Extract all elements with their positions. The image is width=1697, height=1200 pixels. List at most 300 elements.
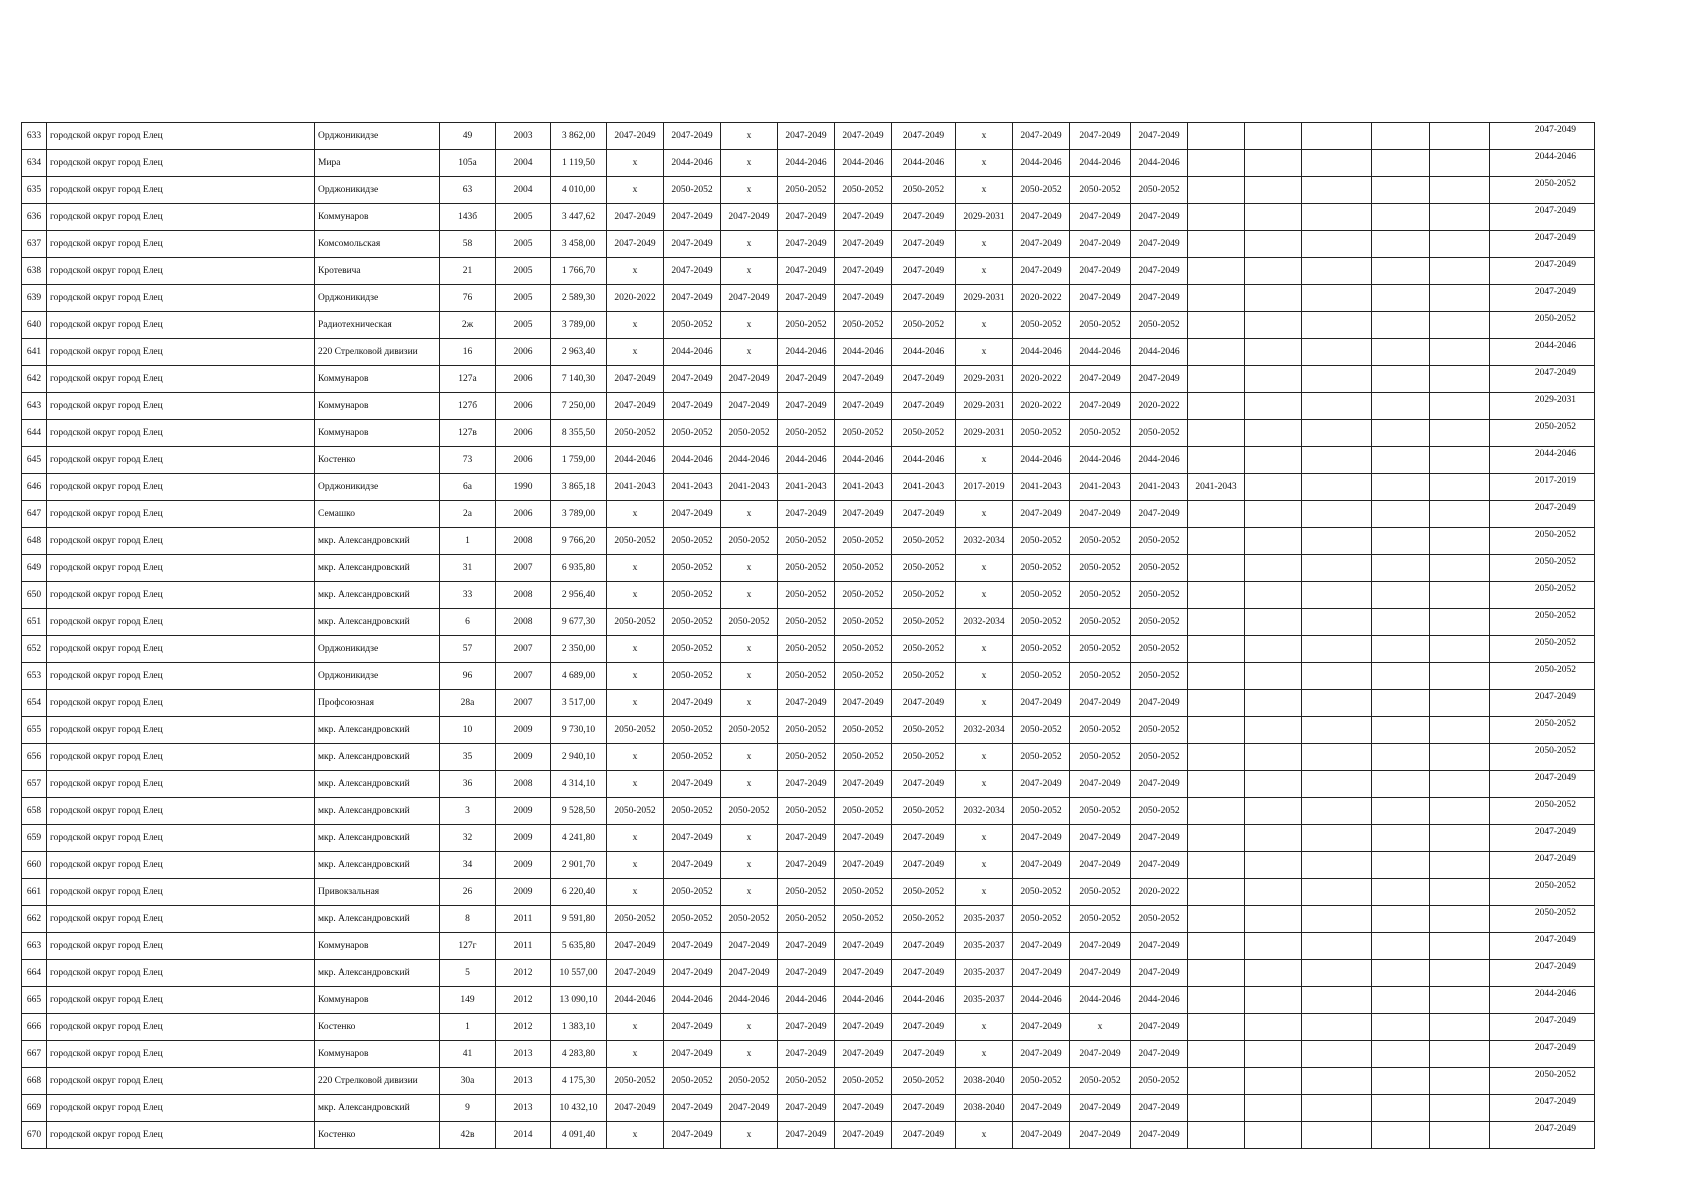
table-cell: 2047-2049 — [607, 933, 664, 960]
table-row — [22, 1014, 1595, 1041]
table-cell: городской округ город Елец — [47, 501, 315, 528]
table-cell: 2047-2049 — [721, 285, 778, 312]
table-cell: 652 — [22, 636, 47, 663]
table-cell: 2050-2052 — [1131, 663, 1188, 690]
table-cell: 2050-2052 — [1070, 879, 1131, 906]
table-cell: x — [607, 312, 664, 339]
table-cell: 2047-2049 — [721, 393, 778, 420]
table-cell: Костенко — [315, 1122, 440, 1149]
table-cell: 2044-2046 — [1070, 447, 1131, 474]
table-cell: 2050-2052 — [1131, 582, 1188, 609]
table-cell — [1372, 771, 1430, 798]
table-cell — [1245, 231, 1302, 258]
table-cell: 220 Стрелковой дивизии — [315, 339, 440, 366]
table-cell: 2050-2052 — [1070, 906, 1131, 933]
table-cell: 2050-2052 — [607, 528, 664, 555]
table-cell — [1430, 393, 1490, 420]
table-cell: 2047-2049 — [892, 690, 956, 717]
table-cell: Привокзальная — [315, 879, 440, 906]
table-cell: 2047-2049 — [1131, 690, 1188, 717]
table-cell: 7 250,00 — [551, 393, 607, 420]
table-cell — [1188, 1068, 1245, 1095]
table-cell: 2050-2052 — [892, 312, 956, 339]
table-cell: мкр. Александровский — [315, 825, 440, 852]
table-cell: 2050-2052 — [778, 177, 835, 204]
table-cell — [1372, 798, 1430, 825]
table-row — [22, 717, 1595, 744]
table-cell: 2044-2046 — [1131, 447, 1188, 474]
table-cell: 2013 — [496, 1095, 551, 1122]
table-cell: 2005 — [496, 258, 551, 285]
table-cell: 2050-2052 — [1013, 879, 1070, 906]
table-cell: 2047-2049 — [1013, 933, 1070, 960]
table-cell — [1372, 879, 1430, 906]
table-cell: 3 789,00 — [551, 501, 607, 528]
table-cell: 644 — [22, 420, 47, 447]
table-cell: 2047-2049 — [778, 771, 835, 798]
table-cell — [1188, 663, 1245, 690]
table-cell: 2047-2049 — [664, 231, 721, 258]
table-cell — [1245, 717, 1302, 744]
table-cell — [1245, 852, 1302, 879]
table-cell: 2044-2046 — [664, 339, 721, 366]
table-cell — [1245, 339, 1302, 366]
table-cell — [1430, 420, 1490, 447]
table-cell: 2050-2052 — [1490, 798, 1595, 825]
table-row — [22, 771, 1595, 798]
table-cell: Костенко — [315, 1014, 440, 1041]
table-cell: мкр. Александровский — [315, 852, 440, 879]
table-row — [22, 852, 1595, 879]
table-cell: 2 956,40 — [551, 582, 607, 609]
table-cell: 2050-2052 — [1070, 555, 1131, 582]
table-row — [22, 663, 1595, 690]
table-cell: 4 314,10 — [551, 771, 607, 798]
table-cell: 1 759,00 — [551, 447, 607, 474]
table-cell: 2047-2049 — [778, 501, 835, 528]
table-cell: 10 — [440, 717, 496, 744]
table-cell: 634 — [22, 150, 47, 177]
table-cell: 2044-2046 — [721, 987, 778, 1014]
table-cell — [1245, 366, 1302, 393]
table-cell: 73 — [440, 447, 496, 474]
table-cell: 2047-2049 — [835, 960, 892, 987]
table-cell — [1188, 906, 1245, 933]
table-cell: 2044-2046 — [1070, 150, 1131, 177]
table-cell: 2047-2049 — [1070, 690, 1131, 717]
table-cell: 2029-2031 — [956, 393, 1013, 420]
table-cell — [1302, 1095, 1372, 1122]
table-cell: x — [607, 555, 664, 582]
table-cell: 2020-2022 — [1131, 393, 1188, 420]
table-cell: x — [721, 663, 778, 690]
table-cell: x — [956, 150, 1013, 177]
table-cell: x — [607, 825, 664, 852]
table-cell — [1302, 150, 1372, 177]
table-cell: x — [721, 636, 778, 663]
table-cell: Коммунаров — [315, 1041, 440, 1068]
table-cell: городской округ город Елец — [47, 339, 315, 366]
table-cell — [1430, 447, 1490, 474]
table-cell: x — [607, 663, 664, 690]
table-cell — [1302, 555, 1372, 582]
table-cell — [1372, 231, 1430, 258]
table-cell: 2047-2049 — [1131, 285, 1188, 312]
table-cell: 637 — [22, 231, 47, 258]
table-cell — [1245, 582, 1302, 609]
table-cell: 2047-2049 — [607, 393, 664, 420]
table-cell: 2050-2052 — [1490, 663, 1595, 690]
table-cell: 2003 — [496, 123, 551, 150]
table-cell: 2050-2052 — [664, 528, 721, 555]
table-cell — [1245, 1041, 1302, 1068]
table-cell: 2007 — [496, 636, 551, 663]
table-cell — [1430, 312, 1490, 339]
table-cell — [1302, 339, 1372, 366]
table-cell: городской округ город Елец — [47, 1041, 315, 1068]
table-cell — [1372, 555, 1430, 582]
table-cell: 2050-2052 — [892, 177, 956, 204]
table-cell: городской округ город Елец — [47, 177, 315, 204]
table-cell: 660 — [22, 852, 47, 879]
table-cell: городской округ город Елец — [47, 906, 315, 933]
table-cell — [1372, 960, 1430, 987]
table-cell: городской округ город Елец — [47, 312, 315, 339]
table-cell: 2004 — [496, 177, 551, 204]
table-cell: x — [1070, 1014, 1131, 1041]
table-cell: 2044-2046 — [1490, 987, 1595, 1014]
table-cell: 2041-2043 — [1070, 474, 1131, 501]
table-cell: 2047-2049 — [1490, 123, 1595, 150]
table-cell: 2047-2049 — [1131, 1014, 1188, 1041]
table-cell: 664 — [22, 960, 47, 987]
table-cell: 2047-2049 — [1131, 1041, 1188, 1068]
table-row — [22, 906, 1595, 933]
table-cell: 2050-2052 — [1070, 1068, 1131, 1095]
table-cell: 2044-2046 — [1013, 339, 1070, 366]
table-cell — [1245, 150, 1302, 177]
table-cell: 2047-2049 — [778, 231, 835, 258]
table-cell: мкр. Александровский — [315, 609, 440, 636]
table-cell: x — [721, 582, 778, 609]
table-cell: 2050-2052 — [1131, 906, 1188, 933]
table-cell: 2050-2052 — [835, 555, 892, 582]
table-cell: 2047-2049 — [721, 1095, 778, 1122]
table-cell: 2047-2049 — [1490, 366, 1595, 393]
table-row — [22, 825, 1595, 852]
table-cell: 2050-2052 — [835, 609, 892, 636]
table-cell: x — [956, 447, 1013, 474]
table-cell — [1372, 366, 1430, 393]
table-cell: 2050-2052 — [835, 582, 892, 609]
table-cell: городской округ город Елец — [47, 960, 315, 987]
table-cell: x — [721, 231, 778, 258]
table-cell — [1372, 987, 1430, 1014]
table-cell: 8 355,50 — [551, 420, 607, 447]
table-cell: x — [956, 339, 1013, 366]
table-cell: 35 — [440, 744, 496, 771]
table-cell: 2050-2052 — [607, 420, 664, 447]
table-cell — [1302, 1014, 1372, 1041]
table-cell: 2047-2049 — [778, 1041, 835, 1068]
table-cell: городской округ город Елец — [47, 717, 315, 744]
table-cell: 2050-2052 — [664, 555, 721, 582]
table-cell: 2050-2052 — [721, 717, 778, 744]
table-cell: Костенко — [315, 447, 440, 474]
table-cell: 2047-2049 — [1070, 366, 1131, 393]
table-cell: 13 090,10 — [551, 987, 607, 1014]
table-cell: 662 — [22, 906, 47, 933]
table-cell — [1372, 150, 1430, 177]
table-cell: 2007 — [496, 690, 551, 717]
table-cell: 6 220,40 — [551, 879, 607, 906]
table-cell — [1245, 285, 1302, 312]
table-cell: 647 — [22, 501, 47, 528]
table-row — [22, 150, 1595, 177]
table-cell: 2050-2052 — [664, 879, 721, 906]
table-cell — [1245, 663, 1302, 690]
table-cell: 57 — [440, 636, 496, 663]
table-cell: 2050-2052 — [1070, 312, 1131, 339]
table-cell — [1302, 420, 1372, 447]
table-cell — [1372, 312, 1430, 339]
table-cell: x — [721, 852, 778, 879]
table-row — [22, 987, 1595, 1014]
table-cell: 2020-2022 — [1013, 366, 1070, 393]
table-cell: 661 — [22, 879, 47, 906]
table-cell: 2047-2049 — [892, 1122, 956, 1149]
table-cell: 640 — [22, 312, 47, 339]
table-cell: 2047-2049 — [835, 1014, 892, 1041]
table-cell: 2047-2049 — [1490, 933, 1595, 960]
table-cell — [1245, 879, 1302, 906]
table-cell: 2047-2049 — [664, 1041, 721, 1068]
table-cell: городской округ город Елец — [47, 258, 315, 285]
table-cell: 2047-2049 — [721, 204, 778, 231]
table-cell: 2050-2052 — [1013, 744, 1070, 771]
table-cell: 2047-2049 — [1013, 231, 1070, 258]
table-cell: 2047-2049 — [1490, 204, 1595, 231]
table-cell: 2047-2049 — [835, 501, 892, 528]
table-cell: 2047-2049 — [835, 231, 892, 258]
table-cell: 2050-2052 — [607, 1068, 664, 1095]
table-cell: 2050-2052 — [892, 636, 956, 663]
table-cell: 2050-2052 — [664, 906, 721, 933]
table-cell: 2050-2052 — [1013, 798, 1070, 825]
table-cell: 2044-2046 — [778, 339, 835, 366]
table-cell: Семашко — [315, 501, 440, 528]
table-cell: 2044-2046 — [1070, 987, 1131, 1014]
table-cell: 2050-2052 — [664, 609, 721, 636]
table-cell — [1188, 312, 1245, 339]
table-cell: 2047-2049 — [1070, 1122, 1131, 1149]
table-cell: Комсомольская — [315, 231, 440, 258]
table-cell: x — [956, 663, 1013, 690]
table-cell: Коммунаров — [315, 204, 440, 231]
table-cell: 2006 — [496, 420, 551, 447]
table-cell: городской округ город Елец — [47, 420, 315, 447]
table-cell: 1 383,10 — [551, 1014, 607, 1041]
table-cell: 2044-2046 — [835, 447, 892, 474]
table-cell: городской округ город Елец — [47, 123, 315, 150]
table-cell — [1430, 1041, 1490, 1068]
table-cell: 2047-2049 — [1013, 825, 1070, 852]
table-cell: 4 175,30 — [551, 1068, 607, 1095]
table-cell: 2044-2046 — [607, 447, 664, 474]
table-cell — [1372, 1068, 1430, 1095]
table-cell: 2050-2052 — [1490, 1068, 1595, 1095]
table-cell: 2050-2052 — [778, 717, 835, 744]
table-cell: 4 010,00 — [551, 177, 607, 204]
table-cell: 2050-2052 — [1013, 1068, 1070, 1095]
table-cell — [1302, 717, 1372, 744]
table-cell: Орджоникидзе — [315, 636, 440, 663]
table-cell: 2050-2052 — [664, 663, 721, 690]
table-cell: 3 789,00 — [551, 312, 607, 339]
table-cell: Радиотехническая — [315, 312, 440, 339]
table-cell: 6 935,80 — [551, 555, 607, 582]
table-cell: 2047-2049 — [835, 933, 892, 960]
table-cell — [1245, 555, 1302, 582]
table-cell: 42в — [440, 1122, 496, 1149]
table-cell: 2047-2049 — [1131, 933, 1188, 960]
table-cell: Коммунаров — [315, 366, 440, 393]
table-cell: 2 940,10 — [551, 744, 607, 771]
table-cell: 2041-2043 — [778, 474, 835, 501]
table-cell — [1302, 204, 1372, 231]
table-cell: городской округ город Елец — [47, 987, 315, 1014]
table-cell — [1372, 528, 1430, 555]
table-cell: 9 730,10 — [551, 717, 607, 744]
table-cell: x — [721, 123, 778, 150]
table-cell: 2009 — [496, 717, 551, 744]
table-cell: 2047-2049 — [1490, 771, 1595, 798]
table-cell: 2047-2049 — [664, 123, 721, 150]
table-cell: x — [956, 501, 1013, 528]
table-cell: 2050-2052 — [1013, 663, 1070, 690]
table-cell — [1188, 258, 1245, 285]
table-cell: x — [607, 852, 664, 879]
table-cell: 2050-2052 — [1490, 906, 1595, 933]
table-cell — [1430, 960, 1490, 987]
table-cell — [1372, 339, 1430, 366]
table-cell: 2006 — [496, 501, 551, 528]
table-cell: 2006 — [496, 393, 551, 420]
table-cell — [1245, 1095, 1302, 1122]
table-cell: городской округ город Елец — [47, 879, 315, 906]
table-cell: 4 241,80 — [551, 825, 607, 852]
table-cell: 2050-2052 — [835, 663, 892, 690]
table-cell — [1372, 177, 1430, 204]
table-cell — [1245, 1068, 1302, 1095]
table-cell: 1 766,70 — [551, 258, 607, 285]
table-cell: x — [607, 339, 664, 366]
table-cell: 2041-2043 — [607, 474, 664, 501]
table-cell — [1188, 1122, 1245, 1149]
table-cell: 2050-2052 — [778, 906, 835, 933]
table-cell: городской округ город Елец — [47, 690, 315, 717]
table-cell: городской округ город Елец — [47, 582, 315, 609]
table-cell: x — [956, 231, 1013, 258]
table-cell: 2044-2046 — [664, 150, 721, 177]
table-cell: 2029-2031 — [956, 366, 1013, 393]
table-cell — [1188, 636, 1245, 663]
table-row — [22, 258, 1595, 285]
table-cell: 2047-2049 — [778, 852, 835, 879]
table-cell: 16 — [440, 339, 496, 366]
table-cell — [1430, 906, 1490, 933]
table-cell — [1245, 474, 1302, 501]
table-cell: x — [721, 690, 778, 717]
table-cell: 2044-2046 — [1013, 987, 1070, 1014]
table-cell: 643 — [22, 393, 47, 420]
table-cell: 2050-2052 — [1013, 177, 1070, 204]
table-cell — [1430, 798, 1490, 825]
table-cell: Коммунаров — [315, 420, 440, 447]
table-cell: мкр. Александровский — [315, 798, 440, 825]
table-cell — [1188, 1095, 1245, 1122]
table-cell — [1188, 852, 1245, 879]
table-cell — [1188, 825, 1245, 852]
table-cell: городской округ город Елец — [47, 1014, 315, 1041]
table-cell: 2047-2049 — [1070, 231, 1131, 258]
table-cell: x — [721, 825, 778, 852]
table-cell: 5 — [440, 960, 496, 987]
table-cell: 2050-2052 — [835, 420, 892, 447]
table-cell: 2050-2052 — [721, 609, 778, 636]
table-cell — [1188, 204, 1245, 231]
table-cell: 2047-2049 — [1131, 1122, 1188, 1149]
table-cell: 2047-2049 — [778, 960, 835, 987]
table-cell: 26 — [440, 879, 496, 906]
table-cell: Мира — [315, 150, 440, 177]
table-cell: 2050-2052 — [1131, 609, 1188, 636]
table-cell: 2047-2049 — [664, 285, 721, 312]
table-cell — [1302, 393, 1372, 420]
table-cell: x — [721, 555, 778, 582]
table-cell: 2047-2049 — [1070, 285, 1131, 312]
table-cell: x — [607, 1122, 664, 1149]
table-cell — [1245, 528, 1302, 555]
table-cell: 1 — [440, 528, 496, 555]
table-row — [22, 798, 1595, 825]
table-cell: 2041-2043 — [1188, 474, 1245, 501]
table-cell: 36 — [440, 771, 496, 798]
table-cell: 2038-2040 — [956, 1068, 1013, 1095]
table-cell: 2050-2052 — [778, 663, 835, 690]
table-cell: 9 — [440, 1095, 496, 1122]
table-cell — [1372, 1122, 1430, 1149]
table-cell — [1245, 798, 1302, 825]
table-cell: городской округ город Елец — [47, 285, 315, 312]
table-row — [22, 474, 1595, 501]
table-cell: 2029-2031 — [956, 204, 1013, 231]
table-cell — [1302, 663, 1372, 690]
table-cell — [1188, 960, 1245, 987]
table-cell: 2050-2052 — [778, 636, 835, 663]
table-cell — [1245, 258, 1302, 285]
table-cell: Орджоникидзе — [315, 285, 440, 312]
table-cell: 2047-2049 — [1013, 960, 1070, 987]
table-cell: 2047-2049 — [1013, 1095, 1070, 1122]
table-cell: 3 458,00 — [551, 231, 607, 258]
table-cell: 667 — [22, 1041, 47, 1068]
table-cell: 2047-2049 — [1070, 825, 1131, 852]
table-cell: 2047-2049 — [1013, 771, 1070, 798]
table-cell — [1302, 1041, 1372, 1068]
table-row — [22, 312, 1595, 339]
table-cell: 635 — [22, 177, 47, 204]
